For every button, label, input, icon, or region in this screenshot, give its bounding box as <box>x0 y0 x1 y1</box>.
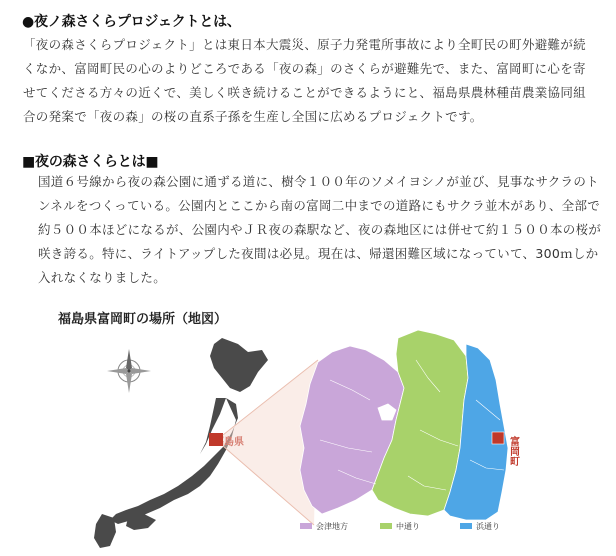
fukushima-map <box>300 330 508 520</box>
legend-aizu: 会津地方 <box>316 522 348 531</box>
town-label: 富岡町 <box>507 436 519 466</box>
text-line: 国道６号線から夜の森公園に通ずる道に、樹令１００年のソメイヨシノが並び、見事なサクラのト <box>38 174 599 189</box>
text-line: 「夜の森さくらプロジェクト」とは東日本大震災、原子力発電所事故により全町民の町外避難が続 <box>23 37 586 52</box>
pref-label: 福島県 <box>214 437 244 448</box>
legend-hamadori: 浜通り <box>476 522 500 531</box>
tomioka-marker <box>492 432 504 444</box>
text-line: くなか、富岡町民の心のよりどころである「夜の森」のさくらが避難先で、また、富岡町に心を寄 <box>23 61 586 76</box>
section-heading-project: ●夜ノ森さくらプロジェクトとは、 <box>22 14 241 30</box>
section-heading-sakura: ■夜の森さくらとは■ <box>22 154 159 170</box>
text-line: 合の発案で「夜の森」の桜の直系子孫を生産し全国に広めるプロジェクトです。 <box>23 109 483 124</box>
compass-icon <box>107 349 151 393</box>
text-line: 咲き誇る。特に、ライトアップした夜間は必見。現在は、帰還困難区域になっていて、300ｍしか <box>38 246 599 261</box>
text-line: せてくださる方々の近くで、美しく咲き続けることができるようにと、福島県農林種苗農業協同組 <box>23 85 586 100</box>
legend-nakadori: 中通り <box>396 522 420 531</box>
text-line: 約５００本ほどになるが、公園内やＪＲ夜の森駅など、夜の森地区には併せて約１５００本の桜が <box>38 222 602 237</box>
text-line: ンネルをつくっている。公園内とここから南の富岡二中までの道路にもサクラ並木があり、全部で <box>38 198 601 213</box>
map-legend <box>300 521 500 531</box>
map-title: 福島県富岡町の場所（地図） <box>58 312 228 327</box>
text-line: 入れなくなりました。 <box>38 270 167 285</box>
